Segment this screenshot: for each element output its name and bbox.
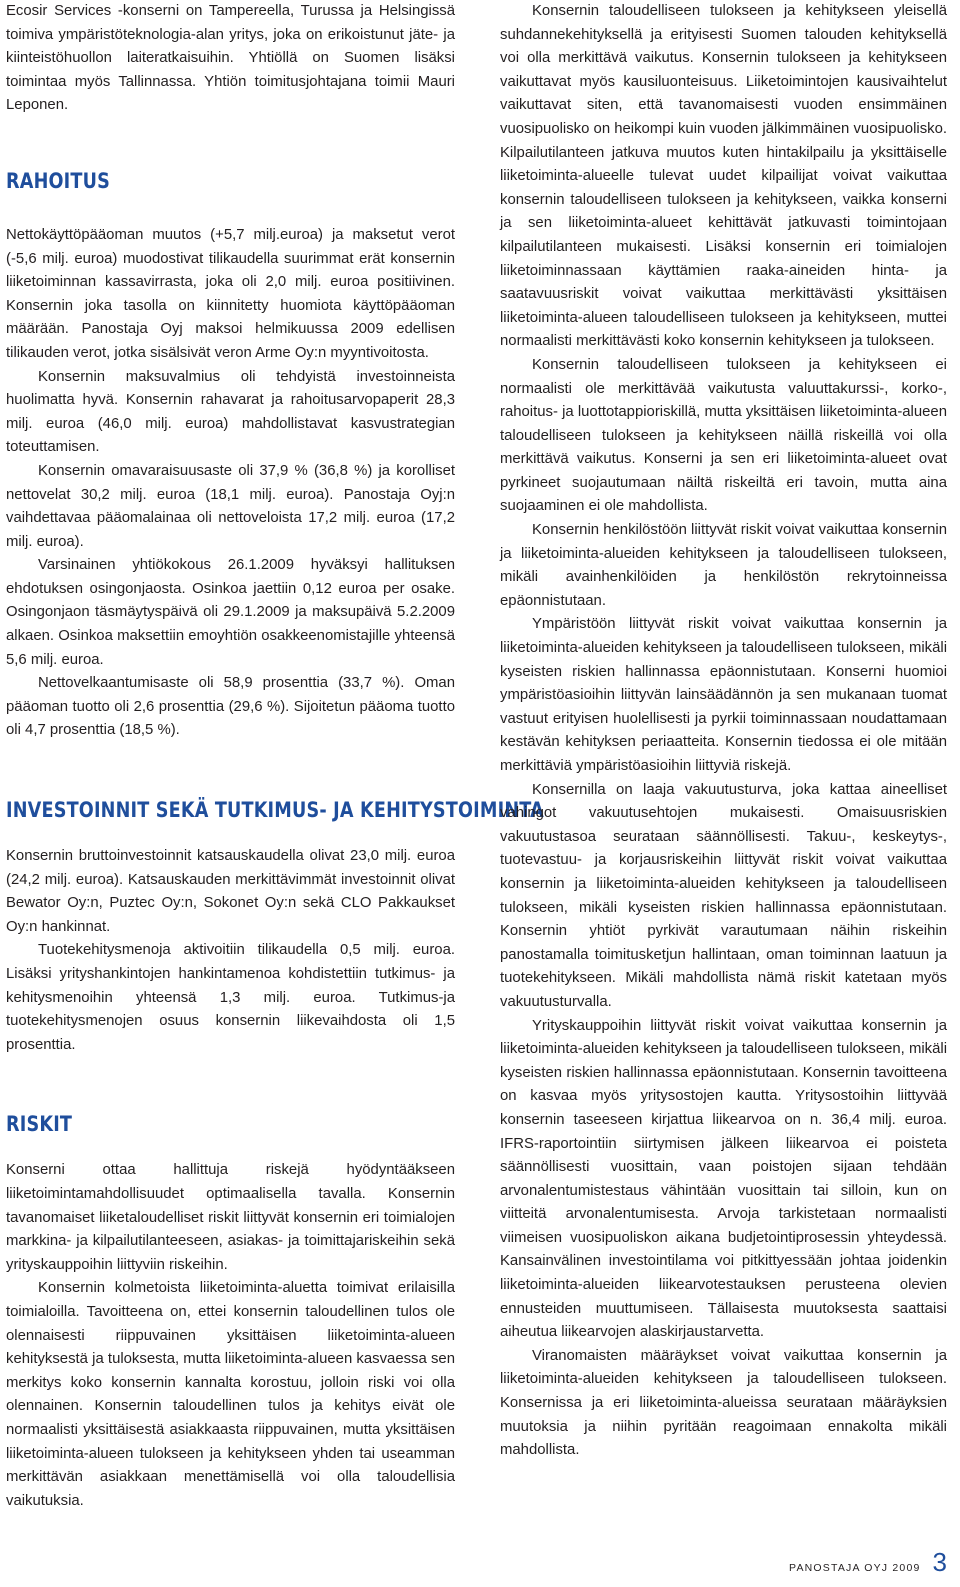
footer-publication-label: PANOSTAJA OYJ 2009 — [789, 1562, 921, 1574]
investoinnit-paragraph-2: Tuotekehitysmenoja aktivoitiin tilikaudella 0,5 milj. euroa. Lisäksi yrityshankintojen hankintamenoa kohdistettiin tutkimus- ja kehitysmenoihin yhteensä 1,3 milj. euroa. Tutkimus-ja tuotekehitysmenojen osuus konsernin liikevaihdosta oli 1,5 prosenttia. — [6, 942, 455, 1053]
investoinnit-paragraph-1: Konsernin bruttoinvestoinnit katsauskaudella olivat 23,0 milj. euroa (24,2 milj. euroa). Katsauskauden merkittävimmät investoinnit olivat Bewator Oy:n, Puztec Oy:n, Sokonet Oy:n sekä CLO Pakkaukset Oy:n hankinnat. — [6, 848, 455, 935]
riskit-paragraph-1: Konserni ottaa hallittuja riskejä hyödyntääkseen liiketoimintamahdollisuudet optimaalisella tavalla. Konsernin tavanomaiset liiketaloudelliset riskit liittyvät konsernin eri toimialojen markkina- ja kilpailutilanteeseen, asiakas- ja toimittajariskeihin sekä yrityskauppoihin liittyviin riskeihin. — [6, 1162, 455, 1273]
left-column — [6, 0, 544, 1513]
rahoitus-paragraph-5: Nettovelkaantumisaste oli 58,9 prosenttia (33,7 %). Oman pääoman tuotto oli 2,6 prosenttia (29,6 %). Sijoitetun pääoma tuotto oli 4,7 prosenttia (18,5 %). — [6, 675, 455, 739]
right-paragraph-4: Ympäristöön liittyvät riskit voivat vaikuttaa konsernin ja liiketoiminta-alueiden kehitykseen ja taloudelliseen tulokseen, mikäli kyseisten riskien hallinnassa epäonnistutaan. Konserni huomioi ympäristöasioihin liittyvän lainsäädännön ja sen mukanaan tuomat vastuut erityisen huolellisesti ja pyrkii toiminnassaan noudattamaan kestävän kehityksen periaatteita. Konsernin tiedossa ei ole mitään merkittäviä ympäristöasioihin liittyviä riskejä. — [500, 616, 947, 774]
right-column — [500, 0, 947, 1463]
heading-investoinnit: INVESTOINNIT SEKÄ TUTKIMUS- JA KEHITYSTOIMINTA — [6, 798, 544, 823]
right-paragraph-2: Konsernin taloudelliseen tulokseen ja kehitykseen ei normaalisti ole merkittävää vaikutusta valuuttakurssi-, korko-, rahoitus- ja luottotappioriskillä, mutta yksittäisen liiketoiminta-alueen taloudelliseen tulokseen ja kehitykseen näillä riskeillä voi olla merkittävä vaikutus. Konserni ja sen eri liiketoiminta-alueet ovat pyrkineet suojautumaan näiltä riskeiltä eri tavoin, mutta aina suojaaminen ei ole mahdollista. — [500, 356, 947, 515]
right-paragraph-6: Yrityskauppoihin liittyvät riskit voivat vaikuttaa konsernin ja liiketoiminta-alueiden kehitykseen ja taloudelliseen tulokseen, mikäli kyseisten riskien hallinnassa epäonnistutaan. Konsernin tavoitteena on kasvaa myös yritysostojen kautta. Yritysostoihin liittyvää konsernin taseeseen kirjattua liikearvoa on n. 36,4 milj. euroa. IFRS-raportointiin siirtymisen jälkeen liikearvoa ei poisteta säännöllisesti vuosittain, vaan poistojen sijaan tehdään arvonalentumistestaus vähintään vuosittain tai silloin, kun on viitteitä arvonalentumisesta. Arvoja tarkistetaan normaalisti viimeisen vuosipuoliskon aikana budjetointiprosessin yhteydessä. Kansainvälinen investointilama voi pitkittyessään johtaa joidenkin liiketoiminta-alueiden liikearvotestauksen perusteena olevien ennusteiden muuttumiseen. Tällaisesta muutoksesta saattaisi aiheutua liikearvojen alaskirjaustarvetta. — [500, 1017, 947, 1341]
rahoitus-paragraph-2: Konsernin maksuvalmius oli tehdyistä investoinneista huolimatta hyvä. Konsernin rahavarat ja rahoitusarvopaperit 28,3 milj. euroa (46,0 milj. euroa) mahdollistavat kasvustrategian toteuttamisen. — [6, 368, 455, 456]
intro-paragraph: Ecosir Services -konserni on Tampereella, Turussa ja Helsingissä toimiva ympäristöteknologia-alan yritys, joka on erikoistunut jäte- ja kiinteistöhuollon laiteratkaisuihin. Yhtiöllä on Suomen lisäksi toimintaa myös Tallinnassa. Yhtiön toimitusjohtajana toimii Mauri Leponen. — [6, 3, 455, 114]
page-number: 3 — [932, 1547, 947, 1577]
right-paragraph-5: Konsernilla on laaja vakuutusturva, joka kattaa aineelliset vahingot vakuutusehtojen mukaisesti. Omaisuusriskien vakuutustasoa seurataan säännöllisesti. Takuu-, keskeytys-, tuotevastuu- ja korjausriskeihin liittyvät riskit voivat vaikuttaa konsernin ja liiketoiminta-alueiden kehitykseen ja taloudelliseen tulokseen, mikäli kyseisten riskien hallinnassa epäonnistutaan. Konsernin yhtiöt pyrkivät varautumaan näihin riskeihin panostamalla toimitusketjun hallintaan, oman toiminnan laatuun ja tuotekehitykseen. Mikäli mahdollista nämä riskit katetaan myös vakuutusturvalla. — [500, 781, 947, 1010]
heading-rahoitus: RAHOITUS — [6, 168, 110, 193]
right-paragraph-7: Viranomaisten määräykset voivat vaikuttaa konsernin ja liiketoiminta-alueiden kehitykseen ja taloudelliseen tulokseen. Konsernissa ja eri liiketoiminta-alueissa seurataan määräyksien muutoksia ja niihin pyritään reagoimaan ennakolta mikäli mahdollista. — [500, 1347, 947, 1459]
heading-riskit: RISKIT — [6, 1112, 73, 1137]
right-paragraph-3: Konsernin henkilöstöön liittyvät riskit voivat vaikuttaa konsernin ja liiketoiminta-alueiden kehitykseen ja taloudelliseen tulokseen, mikäli avainhenkilöiden ja henkilöstön rekrytoinneissa epäonnistutaan. — [500, 522, 947, 609]
riskit-paragraph-2: Konsernin kolmetoista liiketoiminta-aluetta toimivat erilaisilla toimialoilla. Tavoitteena on, ettei konsernin taloudellinen tulos ole olennaisesti riippuvainen yksittäisen liiketoiminta-alueen kehityksestä ja tuloksesta, mutta liiketoiminta-alueen kasvaessa sen merkitys koko konsernin kannalta korostuu, jolloin riski voi olla olennainen. Konsernin taloudellinen tulos ja kehitys eivät ole normaalisti yksittäisestä asiakkaasta riippuvainen, mutta yksittäisen liiketoiminta-alueen tulokseen ja kehitykseen yhden tai useamman merkittävän asiakkaan menettämisellä voi olla taloudellisia vaikutuksia. — [6, 1280, 455, 1509]
rahoitus-paragraph-3: Konsernin omavaraisuusaste oli 37,9 % (36,8 %) ja korolliset nettovelat 30,2 milj. euroa (18,1 milj. euroa). Panostaja Oyj:n vaihdettavaa pääomalainaa oli nettoveloista 17,2 milj. euroa (17,2 milj. euroa). — [6, 462, 455, 550]
right-paragraph-1: Konsernin taloudelliseen tulokseen ja kehitykseen yleisellä suhdannekehityksellä ja erityisesti Suomen talouden kehityksellä voi olla merkittävä vaikutus. Konsernin tulokseen ja kehitykseen vaikuttavat myös kausiluonteisuus. Liiketoimintojen kausivaihtelut vaikuttavat siten, että tavanomaisesti vuoden ensimmäinen vuosipuolisko on heikompi kuin vuoden jälkimmäinen vuosipuolisko. Kilpailutilanteen jatkuva muutos kuten hintakilpailu ja yksittäiselle liiketoiminta-alueelle tulevat uudet kilpailijat voivat vaikuttaa konsernin taloudelliseen tulokseen ja kehitykseen, vaikka konserni ja sen liiketoiminta-alueet kehittävät jatkuvasti toimintojaan kilpailutilanteen mukaisesti. Lisäksi konsernin eri toimialojen liiketoiminnassaan käyttämien raaka-aineiden hinta- ja saatavuusriskit voivat vaikuttaa merkittävästi yksittäisen liiketoiminta-alueen taloudelliseen tulokseen ja kehitykseen, muttei normaalisti merkittävästi koko konsernin kehitykseen ja tulokseen. — [500, 3, 947, 350]
rahoitus-paragraph-1: Nettokäyttöpääoman muutos (+5,7 milj.euroa) ja maksetut verot (-5,6 milj. euroa) muodostivat tilikaudella suurimmat erät konsernin liiketoiminnan kassavirrasta, joka oli 2,0 milj. euroa positiivinen. Konsernin joka tasolla on kiinnitetty huomiota käyttöpääoman määrään. Panostaja Oyj maksoi helmikuussa 2009 edellisen tilikauden verot, jotka sisälsivät veron Arme Oy:n myyntivoitosta. — [6, 226, 455, 361]
page-footer — [789, 1547, 947, 1587]
rahoitus-paragraph-4: Varsinainen yhtiökokous 26.1.2009 hyväksyi hallituksen ehdotuksen osingonjaosta. Osinkoa jaettiin 0,12 euroa per osake. Osingonjaon täsmäytyspäivä oli 29.1.2009 ja maksupäivä 5.2.2009 alkaen. Osinkoa maksettiin emoyhtiön osakkeenomistajille yhteensä 5,6 milj. euroa. — [6, 557, 455, 668]
